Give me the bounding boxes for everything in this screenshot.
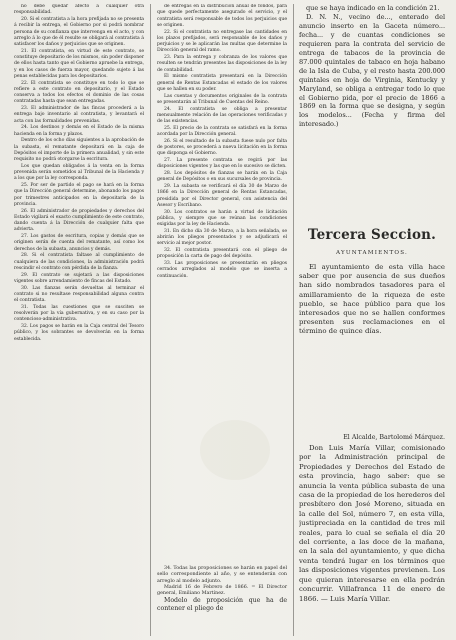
paragraph: 25. El precio de la contrata se satisfará en la forma acordada por la Dirección general. <box>157 125 287 137</box>
column-right-top <box>299 4 445 226</box>
column-middle <box>157 4 287 564</box>
paragraph: Madrid 16 de Febrero de 1866. = El Director general, Emiliano Martínez. <box>157 584 287 597</box>
paragraph: 22. Si el contratista no entregase las cantidades en los plazos prefijados, será responsable de los daños y perjuicios y se le aplicarán las multas que determine la Dirección general del ramo. <box>157 29 287 54</box>
paragraph: 34. Todas las proposiciones se harán en papel del sello correspondiente al año, y se entenderán con arreglo al modelo adjunto. <box>157 566 287 584</box>
paragraph: 23. Para la entrega y cobranza de los valores que resulten se tendrán presentes las disposiciones de la ley de contabilidad. <box>157 55 287 73</box>
paragraph: Don Luis María Villar, comisionado por la Administración principal de Propiedades y Derechos del Estado de esta provincia, hago saber: que se anuncia la venta pública subasta de una casa de la propiedad de los herederos del presbítero don José Moreno, situada en la calle del Sol, número 7, en esta villa, justipreciada en la cantidad de tres mil reales, para lo cual se señala el día 20 del corriente, a las doce de la mañana, en la sala del ayuntamiento, y que dicha venta tendrá lugar en los términos que las disposiciones vigentes previenen. Los que quieran interesarse en ella podrán concurrir. Villafranca 11 de enero de 1866. — Luis María Villar. <box>299 444 445 603</box>
auction-notice <box>299 444 445 632</box>
paragraph: 20. Si el contratista a la hora prefijada no se presenta á recibir la entrega, el Gobierno por si podrá nombrar persona de su confianza que intervenga en el acto, y con arreglo á lo que de él resulte se obligará al contratista á satisfacer los daños y perjuicios que se originen. <box>14 17 144 47</box>
paragraph: 32. Los pagos se harán en la Caja central del Tesoro público, y los sobrantes se devolverán en la forma establecida. <box>14 324 144 342</box>
column-divider <box>293 4 294 636</box>
column-divider <box>150 4 151 636</box>
paragraph: 23. El administrador de las fincas procederá a la entrega bajo inventario al contratista, y levantará el acta con las formalidades prevenidas. <box>14 106 144 124</box>
paragraph: 31. Todas las cuestiones que se susciten se resolverán por la vía gubernativa, y en su caso por la contencioso-administrativa. <box>14 304 144 323</box>
paragraph: de entregas en la distribución anual de fondos, para que quede perfectamente asegurado el servicio, y el contratista será responsable de todos los perjuicios que se originen. <box>157 4 287 28</box>
paragraph: 26. Si el resultado de la subasta fuese nulo por falta de postores, se procederá a nueva licitación en la forma que disponga el Gobierno. <box>157 138 287 157</box>
paragraph: 28. Si el contratista faltase al cumplimiento de cualquiera de las condiciones, la administración podrá rescindir el contrato con pérdida de la fianza. <box>14 253 144 271</box>
paragraph: que se haya indicado en la condición 21. <box>306 4 440 12</box>
paragraph: 28. Los depósitos de fianzas se harán en la Caja general de Depósitos o en sus sucursales de provincia. <box>157 171 287 183</box>
paragraph: 30. Los contratos se harán a virtud de licitación pública, y siempre que se reúnan las condiciones exigidas por la ley de Hacienda. <box>157 209 287 227</box>
paragraph: 24. El contratista se obliga a presentar mensualmente relación de las operaciones verificadas y de las existencias. <box>157 106 287 124</box>
paragraph: Dentro de los ocho días siguientes a la aprobación de la subasta, el rematante depositará en la caja de Depósitos el importe de la primera anualidad, y sin este requisito no podrá otorgarse la escritura. <box>14 138 144 162</box>
paragraph: 27. La presente contrata se regirá por las disposiciones vigentes y las que en lo sucesivo se dicten. <box>157 158 287 170</box>
column-left <box>14 4 144 636</box>
paragraph: 22. El contratista se constituye en todo lo que se refiere a este contrato en depositario, y el Estado conserva a todos los efectos el dominio de las cosas contratadas hasta que sean entregadas. <box>14 80 144 105</box>
paragraph: 21. El contratista, en virtud de este contrato, se constituye depositario de los mismos, sin poder disponer de ellos hasta tanto que el Gobierno apruebe la entrega, y en los casos de fuerza mayor, quedando sujeto á las penas establecidas para los depositarios. <box>14 48 144 79</box>
paragraph: 33. Las proposiciones se presentarán en pliegos cerrados arreglados al modelo que se inserta a continuación. <box>157 261 287 279</box>
paragraph: 25. Por ser de partido el pago se hará en la forma que la Dirección general determine, abonando los pagos por trimestres anticipados en la depositaría de la provincia. <box>14 183 144 207</box>
paragraph: 30. Las fianzas serán devueltas al terminar el contrato si no resultase responsabilidad alguna contra el contratista. <box>14 285 144 303</box>
paragraph: D. N. N., vecino de..., enterado del anuncio inserto en la Gaceta número... fecha... y de cuantas condiciones se requieren para la contrata del servicio de entrega de tabacos de la provincia de 87.000 quintales de tabaco en hoja habano de la Isla de Cuba, y el resto hasta 200.000 quintales en hoja de Virginia, Kentucky y Maryland, se obliga a entregar todo lo que el Gobierno pida, por el precio de 1866 a 1869 en la forma que se designa, y según los modelos... (Fecha y firma del interesado.) <box>299 13 445 129</box>
paragraph: 31. En dicho día 30 de Marzo, a la hora señalada, se abrirán los pliegos presentados y se adjudicará el servicio al mejor postor. <box>157 228 287 247</box>
paragraph: no debe quedar afecto á cualquier otra responsabilidad. <box>14 4 144 16</box>
ayuntamiento-notice <box>299 263 445 413</box>
paragraph: 26. El administrador de propiedades y derechos del Estado vigilará el exacto cumplimiento de este contrato, dando cuenta á la Dirección de cualquier falta que advierta. <box>14 208 144 233</box>
paragraph: Los que quedan obligados á la venta en la forma prevenida serán sometidos al Tribunal de la Hacienda y a los que por la ley corresponda. <box>14 163 144 182</box>
paragraph: 32. El contratista presentará con el pliego de proposición la carta de pago del depósito. <box>157 248 287 260</box>
paragraph: Las cuentas y documentos originales de la contrata se presentarán al Tribunal de Cuentas del Reino. <box>157 93 287 105</box>
section-title: Tercera Seccion. <box>307 227 437 243</box>
paragraph: 27. Los gastos de escritura, copias y demás que se originen serán de cuenta del rematante, así como los derechos de la subasta, anuncios y demás. <box>14 234 144 252</box>
paragraph: 24. Los destinos y demás en el Estado de la misma hacienda en la forma y plazos. <box>14 125 144 137</box>
section-subtitle: AYUNTAMIENTOS. <box>335 250 409 256</box>
paragraph: 29. El contrato se sujetará a las disposiciones vigentes sobre arrendamiento de fincas del Estado. <box>14 272 144 284</box>
signature-line: El Alcalde, Bartolomé Márquez. <box>343 434 445 441</box>
paragraph: Modelo de proposición que ha de contener el pliego de <box>157 597 287 613</box>
paragraph: 29. La subasta se verificará el día 30 de Marzo de 1866 en la Dirección general de Rentas Estancadas, presidida por el Director general, con asistencia del Asesor y Escribano. <box>157 184 287 208</box>
paragraph: El ayuntamiento de esta villa hace saber que por ausencia de sus dueños han sido nombrados tasadores para el amillaramiento de la riqueza de este pueblo, se hace público para que los interesados que no se hallen conformes presenten sus reclamaciones en el término de quince días. <box>299 263 445 336</box>
model-notice <box>157 566 287 634</box>
paragraph: El mismo contratista presentará en la Dirección general de Rentas Estancadas el estado de los valores que se hallen en su poder. <box>157 74 287 92</box>
